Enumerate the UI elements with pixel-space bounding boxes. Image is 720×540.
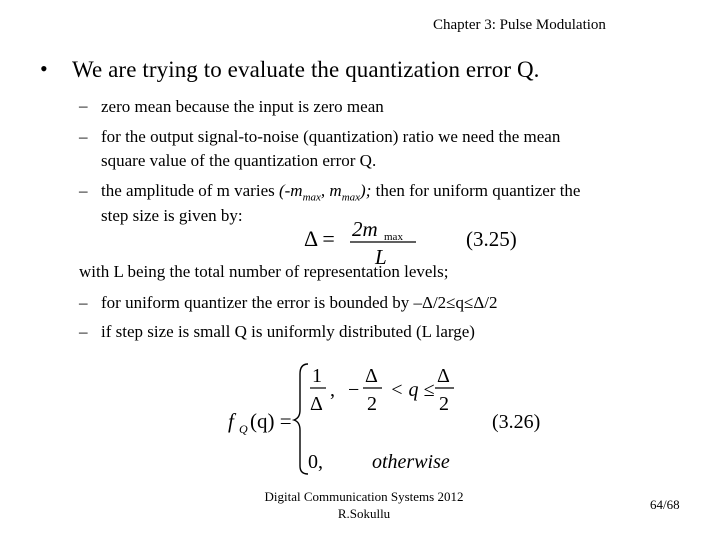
eq2-cond-den2: 2: [439, 393, 449, 415]
representation-levels-text: with L being the total number of representation levels;: [79, 262, 449, 281]
sub-bullet-amplitude-line1: [101, 181, 580, 203]
eq2-cond-mid: < q ≤: [390, 379, 435, 401]
sub-bullet-error-bound: for uniform quantizer the error is bounded by –Δ/2≤q≤Δ/2: [101, 293, 498, 312]
dash-marker: –: [79, 127, 88, 146]
eq2-case2-cond: otherwise: [372, 451, 450, 473]
uniform-quantizer-text: then for uniform quantizer the: [371, 181, 581, 200]
eq2-case1-den: Δ: [310, 393, 323, 415]
max-subscript: max: [302, 191, 321, 204]
eq2-cond-num2: Δ: [437, 365, 450, 387]
eq2-lhs-sub: Q: [239, 422, 248, 436]
sub-bullet-snr-line1: for the output signal-to-noise (quantization) ratio we need the mean: [101, 127, 561, 146]
range-close: );: [360, 181, 372, 200]
pdf-equation: [222, 360, 552, 478]
eq2-case2: 0,: [308, 451, 323, 473]
sub-bullet-uniform-distribution: if step size is small Q is uniformly distributed (L large): [101, 322, 475, 341]
main-bullet-text: We are trying to evaluate the quantization error Q.: [72, 57, 540, 82]
eq2-cond-den: 2: [367, 393, 377, 415]
footer-title-line2: R.Sokullu: [337, 506, 391, 521]
dash-marker: –: [79, 293, 88, 312]
eq2-case1-sep: ,: [330, 379, 335, 401]
dash-marker: –: [79, 322, 88, 341]
chapter-header: Chapter 3: Pulse Modulation: [433, 17, 606, 33]
range-open: (-m: [278, 181, 303, 200]
eq2-cond-num: Δ: [365, 365, 378, 387]
range-sep: , m: [320, 181, 342, 200]
eq1-label: (3.25): [466, 227, 517, 251]
dash-marker: –: [79, 96, 88, 115]
eq2-case1-num: 1: [312, 365, 322, 387]
sub-bullet-zero-mean: zero mean because the input is zero mean: [101, 97, 384, 116]
eq1-numerator-sub: max: [384, 231, 403, 243]
eq2-lhs-arg: (q) =: [250, 409, 292, 433]
footer-course-title: [254, 488, 474, 522]
footer-title-line1: Digital Communication Systems 2012: [264, 489, 464, 504]
eq2-lhs: f: [228, 409, 234, 433]
page-number: 64/68: [650, 497, 680, 512]
dash-marker: –: [79, 181, 88, 200]
sub-bullet-snr-line2: square value of the quantization error Q.: [101, 151, 377, 170]
amplitude-text: the amplitude of m varies: [101, 181, 279, 200]
step-size-equation: [300, 212, 540, 268]
max-subscript: max: [341, 191, 361, 204]
eq1-numerator: 2m: [352, 217, 378, 241]
eq2-brace: [294, 364, 308, 474]
eq2-cond-minus: −: [348, 379, 360, 401]
bullet-symbol: •: [40, 56, 48, 81]
sub-bullet-amplitude-line2: step size is given by:: [101, 206, 243, 225]
eq1-denominator: L: [375, 245, 387, 268]
eq1-lhs: Δ =: [304, 226, 335, 251]
eq2-label: (3.26): [492, 411, 541, 433]
